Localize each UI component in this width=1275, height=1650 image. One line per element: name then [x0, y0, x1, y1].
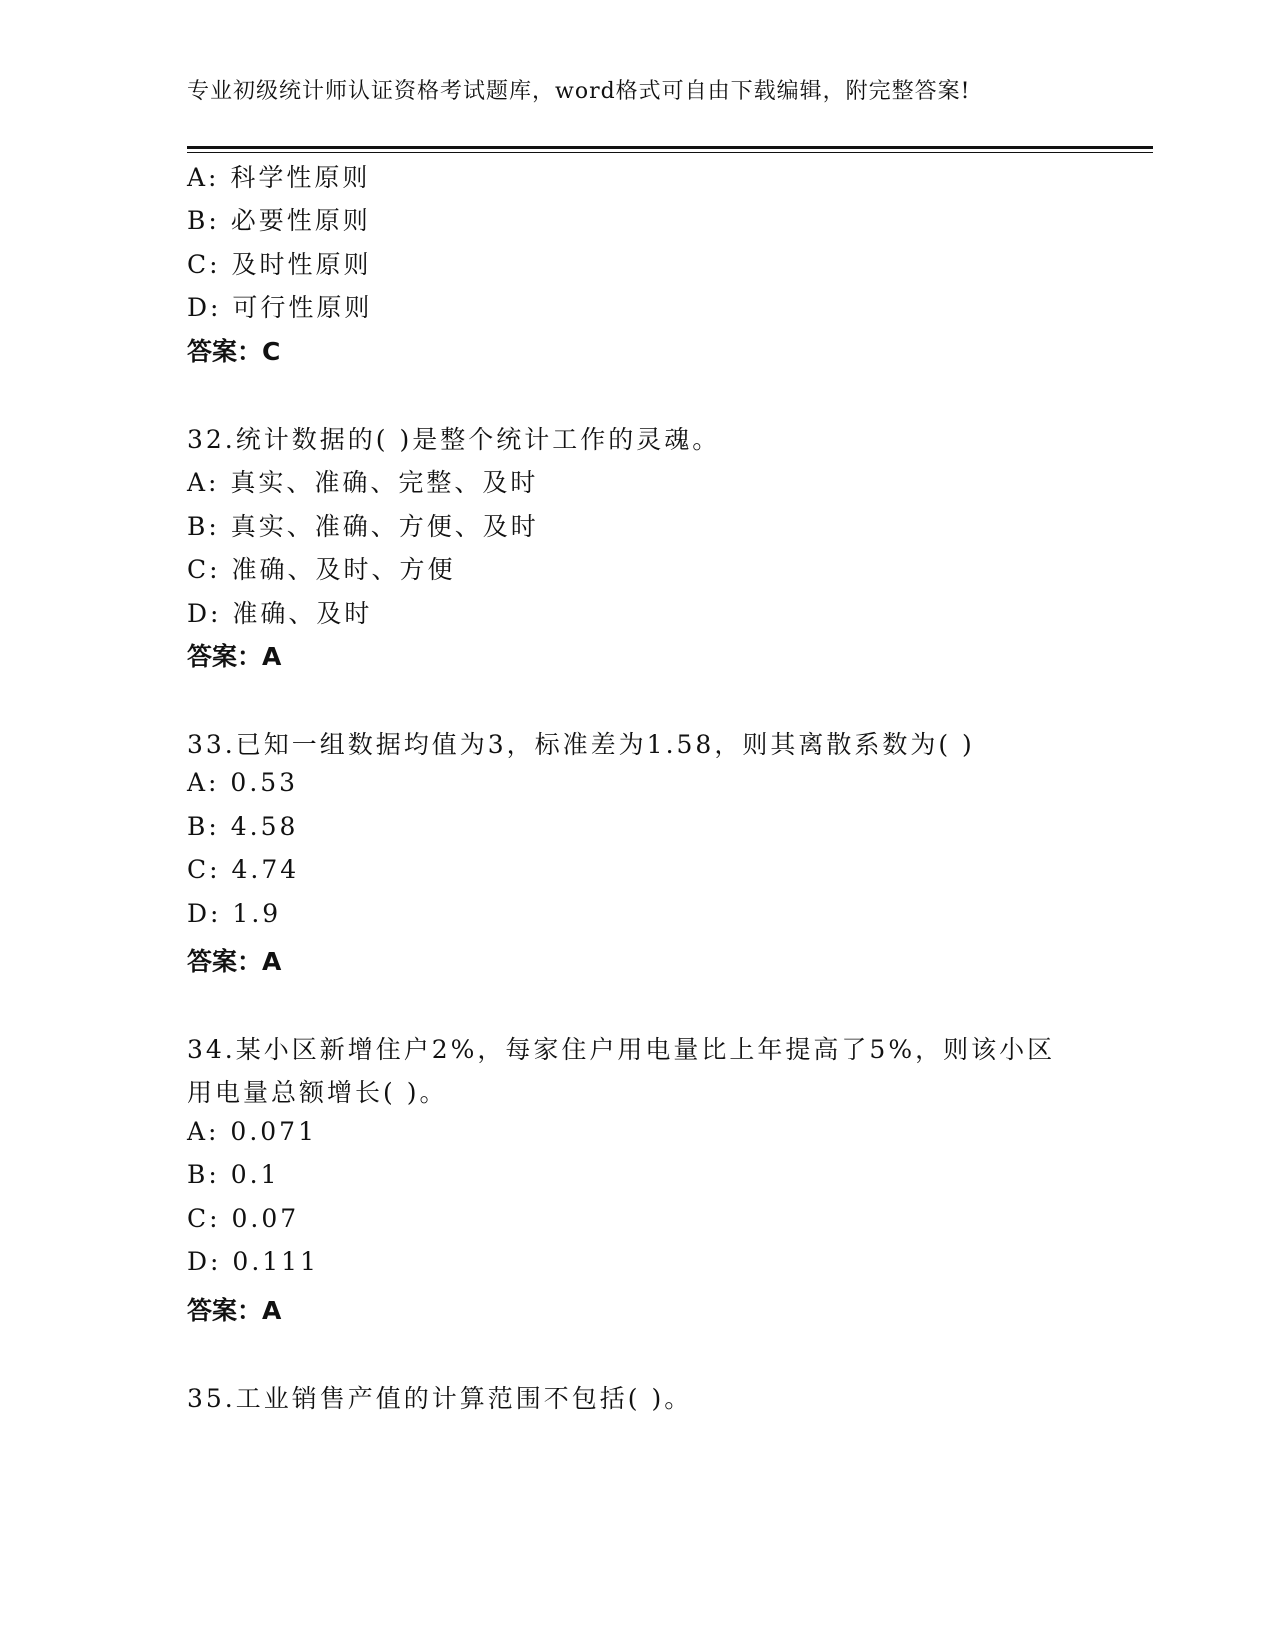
q34-option-b: B: 0.1 [187, 1160, 280, 1189]
q32-option-b: B: 真实、准确、方便、及时 [187, 512, 539, 541]
q31-option-c: C: 及时性原则 [187, 250, 372, 279]
q31-option-b: B: 必要性原则 [187, 206, 371, 235]
q34-question-line1: 34.某小区新增住户2%，每家住户用电量比上年提高了5%，则该小区 [187, 1035, 1056, 1064]
q35-question: 35.工业销售产值的计算范围不包括( )。 [187, 1384, 693, 1413]
q31-option-d: D: 可行性原则 [187, 293, 373, 322]
q32-option-c: C: 准确、及时、方便 [187, 555, 456, 584]
q34-answer: 答案：A [187, 1296, 282, 1325]
q33-option-b: B: 4.58 [187, 812, 299, 841]
q32-option-a: A: 真实、准确、完整、及时 [187, 468, 539, 497]
header-rule-thin [187, 152, 1153, 153]
q33-option-c: C: 4.74 [187, 855, 300, 884]
q34-option-a: A: 0.071 [187, 1117, 317, 1146]
q31-option-a: A: 科学性原则 [187, 163, 371, 192]
q31-answer: 答案：C [187, 337, 281, 366]
q33-answer: 答案：A [187, 947, 282, 976]
header-rule-thick [187, 146, 1153, 149]
page-header: 专业初级统计师认证资格考试题库，word格式可自由下载编辑，附完整答案! [187, 79, 971, 104]
q32-question: 32.统计数据的( )是整个统计工作的灵魂。 [187, 425, 721, 454]
q32-option-d: D: 准确、及时 [187, 599, 373, 628]
q33-option-a: A: 0.53 [187, 768, 299, 797]
q34-option-d: D: 0.111 [187, 1247, 319, 1276]
q34-question-line2: 用电量总额增长( )。 [187, 1078, 448, 1107]
q33-option-d: D: 1.9 [187, 899, 282, 928]
q33-question: 33.已知一组数据均值为3，标准差为1.58，则其离散系数为( ) [187, 730, 975, 759]
q34-option-c: C: 0.07 [187, 1204, 300, 1233]
q32-answer: 答案：A [187, 642, 282, 671]
